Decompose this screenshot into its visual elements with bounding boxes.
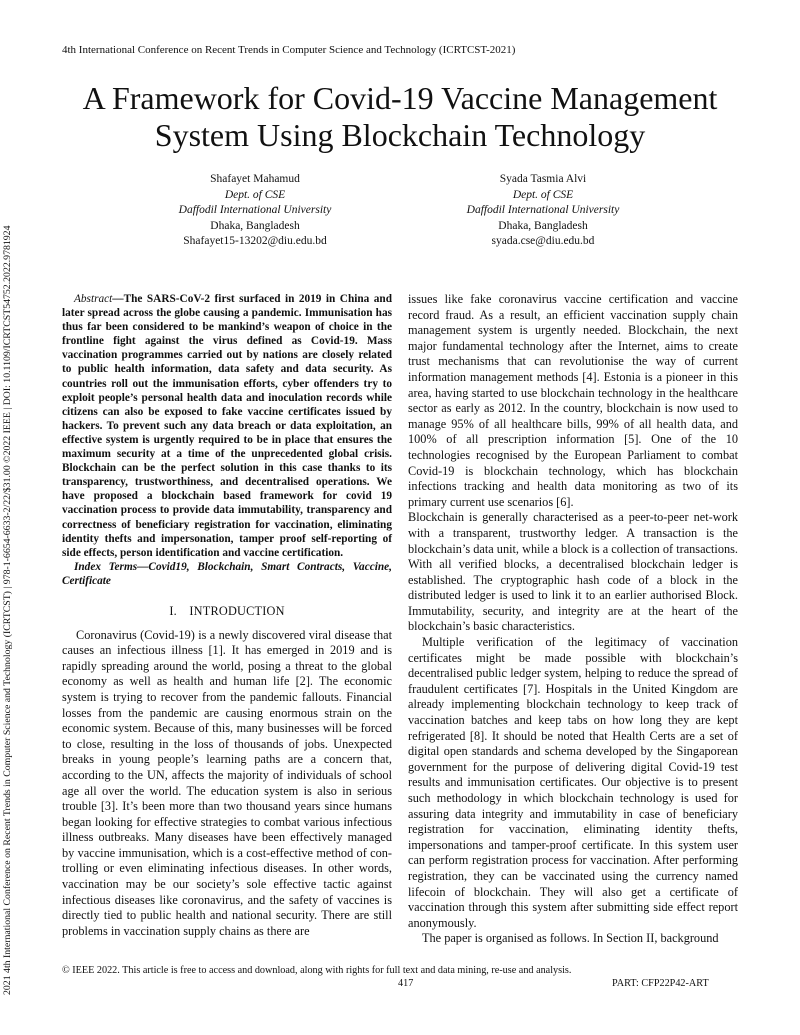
intro-paragraph: Coronavirus (Covid-19) is a newly discovered viral disease that causes an infectious illness [1]. It has emerged in 2019 and is rapidly spreading around the world, posing a threat to the global economy as well as health and human life [2]. The economic system is trying to recover from the pandemic fallouts. Financial losses from the pandemic are causing enormous strain on the economic system. Because of this, many businesses will be forced to close, resulting in the loss of thousands of jobs. Unexpected breaks in young people’s learning paths are a concern that, according to the UN, affects the majority of individuals of school age all over the world. The education system is also in serious trouble [3]. It’s been more than two thousand years since humans began looking for effective strategies to combat various infectious illness outbreaks. Many diseases have been effectively managed by vaccine immunisation, which is a cost-effective method of con-trolling or even eliminating infectious diseases. In other words, vaccination may be our society’s sole effective tactic against infectious diseases like coronavirus, and the safety of vaccines is directly tied to public health and national security. There are still problems in vaccination supply chains as there are <box>62 627 392 938</box>
body-paragraph: issues like fake coronavirus vaccine certification and vaccine record fraud. As a result, an efficient vaccination supply chain management system is urgently needed. Blockchain, the next major fundamental technology after the Internet, aims to create trust mechanisms that can revolutionise the way of current information management methods [4]. Estonia is a pioneer in this area, having started to use blockchain technology in the healthcare sector as early as 2012. In the country, blockchain is now used to manage 95% of all healthcare bills, 99% of all health data, and 100% of all prescription information [5]. One of the 10 technologies recognised by the European Parliament to combat Covid-19 is blockchain technology, which has blockchain infections tracking and health data monitoring as two of its primary current use scenarios [6]. <box>408 292 738 509</box>
author-email: syada.cse@diu.edu.bd <box>491 235 595 248</box>
author-1 <box>105 172 405 250</box>
left-column <box>62 292 392 939</box>
author-dept: Dept. of CSE <box>512 188 574 201</box>
side-identifier: 2021 4th International Conference on Recent Trends in Computer Science and Technology (ICRTCST) | 978-1-6654-6633-2/22/$31.00 ©2022 IEEE | DOI: 10.1109/ICRTCST54752.2022.9781924 <box>2 225 13 995</box>
footer-copyright: © IEEE 2022. This article is free to access and download, along with rights for full text and data mining, re-use and analysis. <box>62 965 572 976</box>
author-location: Dhaka, Bangladesh <box>210 219 300 232</box>
page-number: 417 <box>398 978 414 989</box>
conference-header: 4th International Conference on Recent Trends in Computer Science and Technology (ICRTCST-2021) <box>62 44 516 56</box>
author-location: Dhaka, Bangladesh <box>498 219 588 232</box>
abstract-text: —The SARS-CoV-2 first surfaced in 2019 in China and later spread across the globe causing a pandemic. Immunisation has thus far been considered to be mankind’s weapon of choice in the frontline fight against the virus defined as Covid-19. Mass vaccination programmes carried out by nations are closely related to public health information, data safety and data security. As countries roll out the immunisation efforts, cyber offenders try to exploit people’s personal health data and inoculation records while citizens can also be exposed to fake vaccine certificates issued by hackers. To prevent such any data breach or data exploitation, an effective system is urgently required to be in place that ensures the maximum security at a time of the unprecedented global crisis. Blockchain can be the perfect solution in this case thanks to its transparency, trustworthiness, and decentralised operations. We have proposed a blockchain based framework for covid 19 vaccination process to provide data immutability, transparency and correctness of beneficiary registration for vaccination, eliminating identity thefts and impersonation, tamper proof self-reporting of side effects, person identification and vaccine certification. <box>62 293 392 559</box>
body-paragraph: The paper is organised as follows. In Section II, background <box>422 931 719 946</box>
right-column <box>408 292 738 947</box>
footer-part: PART: CFP22P42-ART <box>612 978 709 989</box>
body-paragraph: Blockchain is generally characterised as a peer-to-peer net-work with a transparent, trustworthy ledger. A transaction is the blockchain’s data unit, while a block is a collection of transactions. With all verified blocks, a decentralised blockchain ledger is established. The cryptographic hash code of a block in the distributed ledger is used to link it to an earlier authorised Block. Immutability, security, and integrity are at the heart of the blockchain’s basic characteristics. <box>408 510 738 634</box>
author-2 <box>393 172 693 250</box>
author-dept: Dept. of CSE <box>224 188 286 201</box>
section-heading: I. INTRODUCTION <box>169 603 285 618</box>
body-paragraph: Multiple verification of the legitimacy of vaccination certificates might be made possible with blockchain’s decentralised public ledger system, helping to reduce the spread of fraudulent certificates [7]. Hospitals in the United Kingdom are already implementing blockchain technology to keep track of vaccination batches and keep tabs on how long they are kept refrigerated [8]. It should be noted that Health Certs are a set of digital open standards and schema developed by the Singaporean government for the purpose of delivering digital Covid-19 test results and immunisation certificates. Our objective is to present such methodology in which blockchain technology is used for assuring data integrity and immutability in case of beneficiary registration for vaccination, eliminating identity thefts, impersonations and tamper-proof certificate. In this system user can perform registration process for vaccination. After performing registration, they can be vaccinated using the currency named lifecoin of blockchain. They will also get a certificate of vaccination through this system after submitting side effect report anonymously. <box>408 635 738 930</box>
author-name: Syada Tasmia Alvi <box>499 173 587 185</box>
index-terms: Index Terms—Covid19, Blockchain, Smart Contracts, Vaccine, Certificate <box>62 560 392 587</box>
author-university: Daffodil International University <box>178 204 332 217</box>
author-university: Daffodil International University <box>466 204 620 217</box>
paper-title: A Framework for Covid-19 Vaccine Management System Using Blockchain Technology <box>82 80 718 153</box>
author-email: Shafayet15-13202@diu.edu.bd <box>183 235 327 248</box>
abstract <box>62 292 392 560</box>
abstract-lead: Abstract <box>74 293 113 305</box>
author-name: Shafayet Mahamud <box>210 173 300 185</box>
